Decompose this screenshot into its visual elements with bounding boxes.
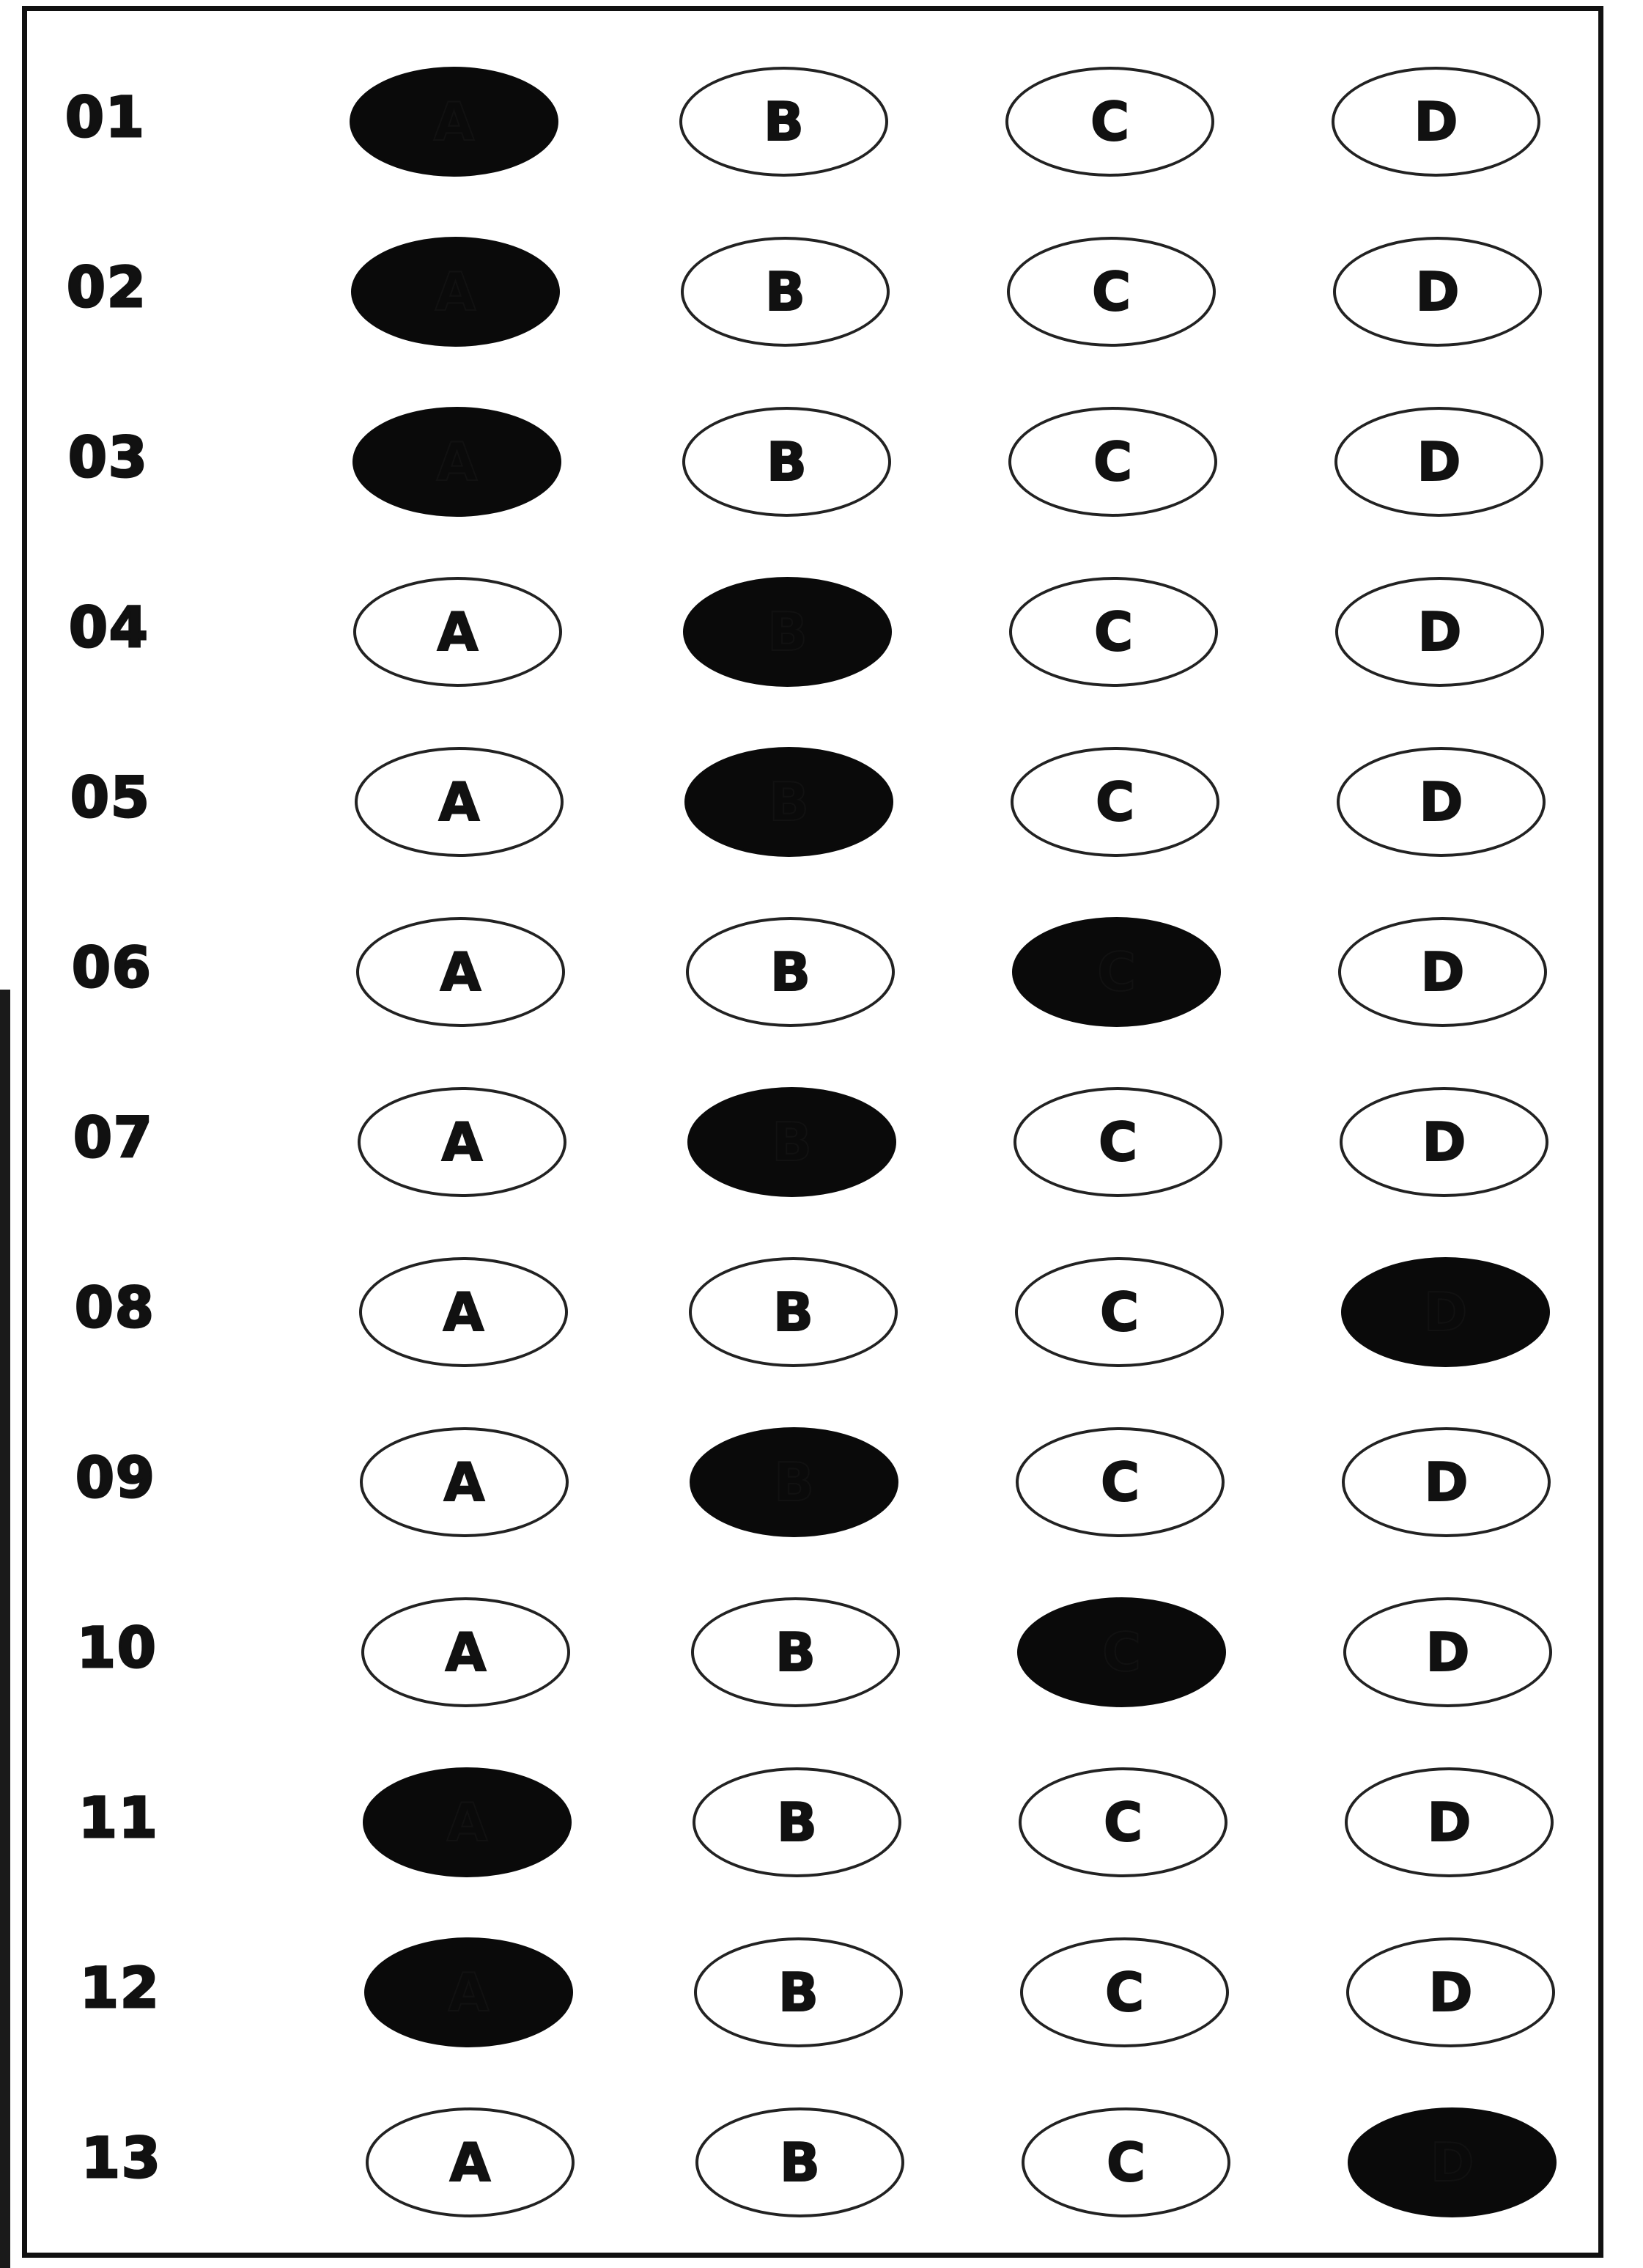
answer-bubble-c[interactable]: C: [1009, 577, 1218, 687]
question-row: [27, 225, 1598, 357]
question-row: [27, 55, 1598, 187]
question-row: [27, 1075, 1598, 1207]
question-number: 13: [81, 2125, 162, 2190]
question-number: 12: [80, 1955, 160, 2020]
answer-bubble-b[interactable]: B: [689, 1257, 898, 1367]
answer-bubble-a[interactable]: A: [356, 917, 565, 1027]
answer-bubble-a[interactable]: A: [364, 1937, 573, 2047]
answer-bubble-c[interactable]: C: [1007, 237, 1216, 347]
question-row: [27, 2096, 1598, 2228]
question-number: 01: [65, 84, 146, 150]
question-row: [27, 1245, 1598, 1377]
answer-bubble-d[interactable]: D: [1346, 1937, 1555, 2047]
question-row: [27, 735, 1598, 867]
answer-bubble-a[interactable]: A: [352, 407, 561, 517]
answer-bubble-b[interactable]: B: [684, 747, 893, 857]
answer-bubble-b[interactable]: B: [681, 237, 890, 347]
question-row: [27, 1586, 1598, 1717]
answer-bubble-b[interactable]: B: [693, 1767, 901, 1877]
answer-bubble-c[interactable]: C: [1011, 747, 1219, 857]
answer-bubble-a[interactable]: A: [360, 1427, 569, 1537]
answer-bubble-d[interactable]: D: [1337, 747, 1546, 857]
answer-bubble-c[interactable]: C: [1008, 407, 1217, 517]
scan-edge-shadow: [0, 990, 10, 2268]
answer-bubble-a[interactable]: A: [350, 67, 558, 177]
question-row: [27, 565, 1598, 697]
answer-bubble-c[interactable]: C: [1019, 1767, 1227, 1877]
answer-bubble-b[interactable]: B: [686, 917, 895, 1027]
answer-bubble-a[interactable]: A: [359, 1257, 568, 1367]
question-row: [27, 1926, 1598, 2058]
answer-bubble-a[interactable]: A: [363, 1767, 572, 1877]
answer-bubble-a[interactable]: A: [351, 237, 560, 347]
question-number: 09: [75, 1445, 156, 1510]
question-number: 05: [70, 765, 151, 830]
answer-bubble-b[interactable]: B: [683, 577, 892, 687]
answer-bubble-c[interactable]: C: [1012, 917, 1221, 1027]
answer-sheet: [22, 6, 1603, 2258]
question-number: 04: [69, 594, 149, 660]
answer-bubble-d[interactable]: D: [1341, 1257, 1550, 1367]
answer-bubble-d[interactable]: D: [1333, 237, 1542, 347]
question-row: [27, 1415, 1598, 1547]
answer-bubble-a[interactable]: A: [361, 1597, 570, 1707]
answer-bubble-d[interactable]: D: [1338, 917, 1547, 1027]
answer-bubble-d[interactable]: D: [1340, 1087, 1548, 1197]
answer-bubble-b[interactable]: B: [679, 67, 888, 177]
answer-bubble-d[interactable]: D: [1345, 1767, 1554, 1877]
answer-bubble-c[interactable]: C: [1020, 1937, 1229, 2047]
answer-bubble-b[interactable]: B: [690, 1427, 898, 1537]
answer-bubble-c[interactable]: C: [1016, 1427, 1225, 1537]
answer-bubble-a[interactable]: A: [355, 747, 564, 857]
answer-bubble-d[interactable]: D: [1335, 577, 1544, 687]
question-number: 03: [68, 424, 149, 490]
answer-bubble-c[interactable]: C: [1015, 1257, 1224, 1367]
answer-bubble-b[interactable]: B: [682, 407, 891, 517]
answer-bubble-d[interactable]: D: [1348, 2107, 1557, 2217]
answer-bubble-d[interactable]: D: [1334, 407, 1543, 517]
answer-bubble-d[interactable]: D: [1342, 1427, 1551, 1537]
question-number: 08: [75, 1275, 155, 1340]
question-row: [27, 395, 1598, 527]
answer-bubble-c[interactable]: C: [1014, 1087, 1222, 1197]
question-number: 02: [67, 254, 147, 320]
answer-bubble-b[interactable]: B: [687, 1087, 896, 1197]
answer-bubble-b[interactable]: B: [691, 1597, 900, 1707]
question-number: 06: [72, 935, 152, 1000]
answer-bubble-c[interactable]: C: [1005, 67, 1214, 177]
answer-bubble-c[interactable]: C: [1017, 1597, 1226, 1707]
question-row: [27, 1756, 1598, 1888]
answer-bubble-a[interactable]: A: [358, 1087, 566, 1197]
question-number: 11: [78, 1785, 159, 1850]
answer-bubble-a[interactable]: A: [366, 2107, 575, 2217]
answer-bubble-b[interactable]: B: [695, 2107, 904, 2217]
question-number: 07: [73, 1105, 154, 1170]
question-number: 10: [77, 1615, 158, 1680]
question-row: [27, 905, 1598, 1037]
answer-bubble-b[interactable]: B: [694, 1937, 903, 2047]
answer-bubble-d[interactable]: D: [1332, 67, 1540, 177]
answer-bubble-d[interactable]: D: [1343, 1597, 1552, 1707]
answer-bubble-a[interactable]: A: [353, 577, 562, 687]
answer-bubble-c[interactable]: C: [1022, 2107, 1230, 2217]
